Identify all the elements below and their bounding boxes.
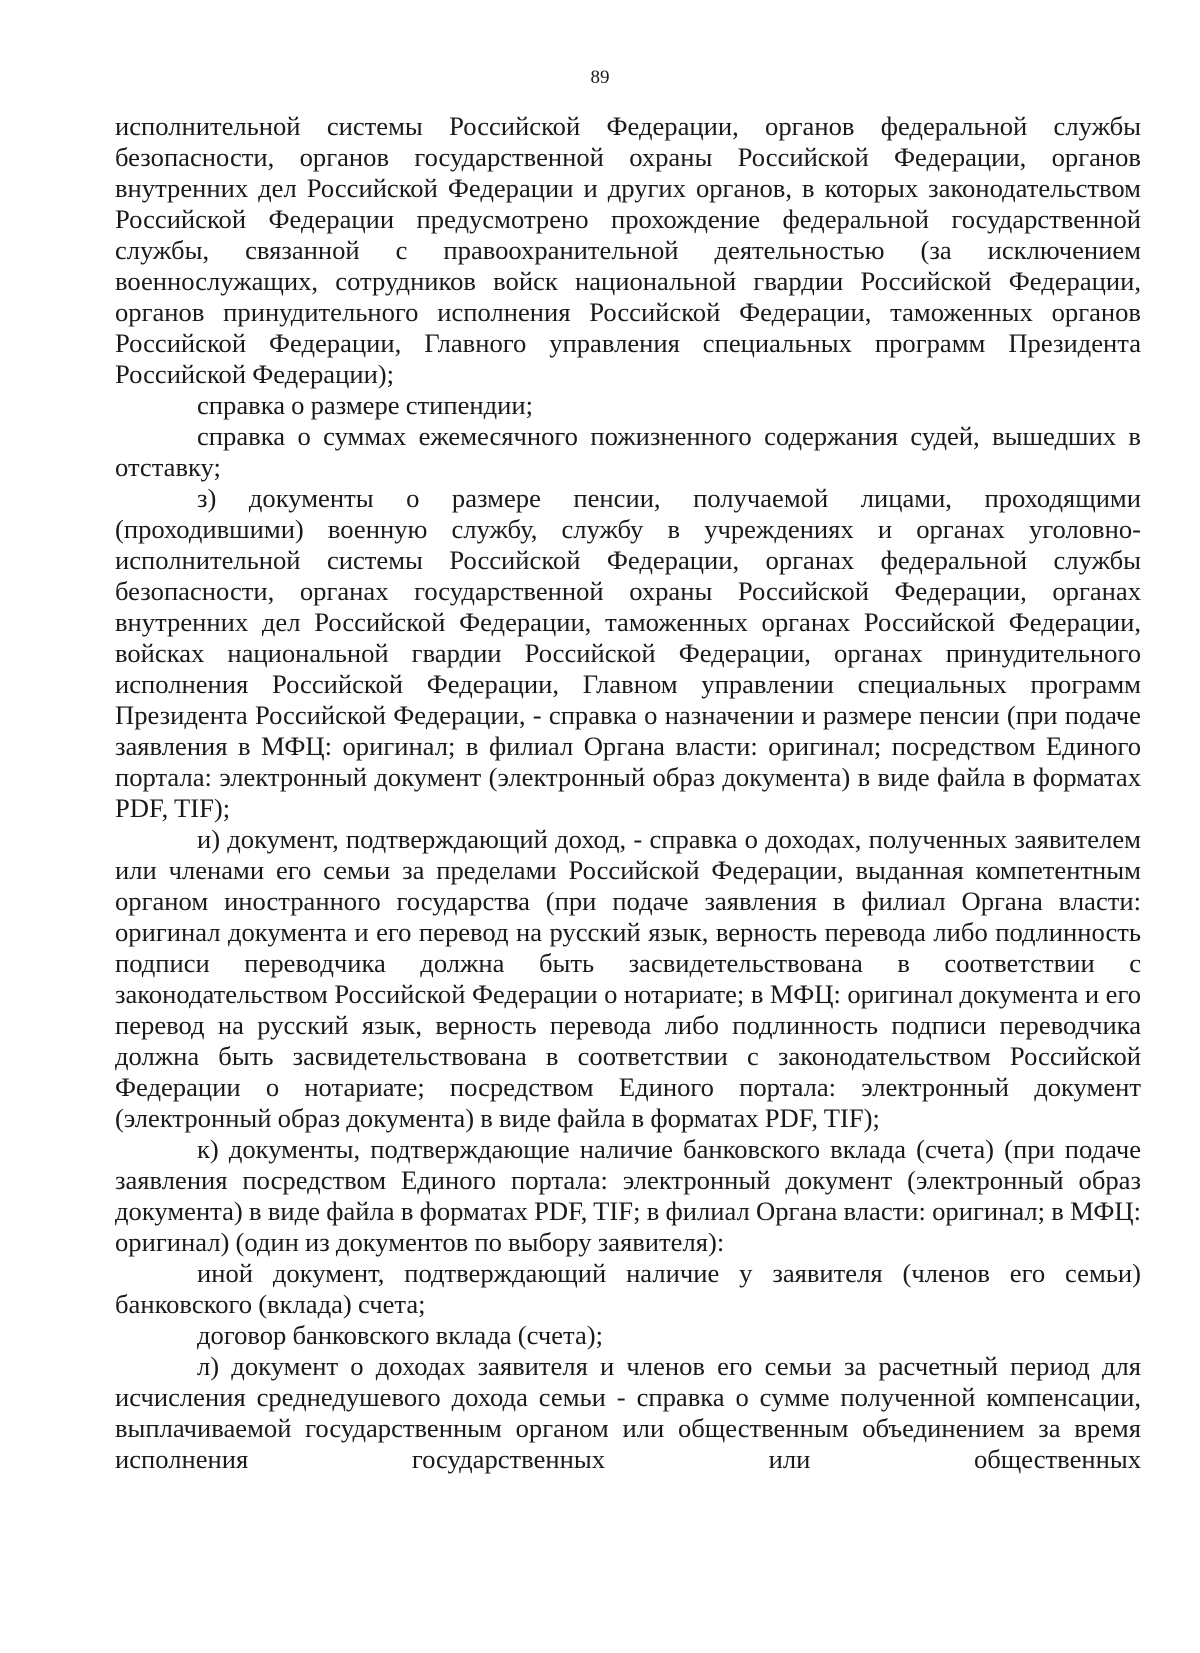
paragraph: к) документы, подтверждающие наличие банковского вклада (счета) (при подаче заявления посредством Единого портала: электронный документ (электронный образ документа) в виде файла в форматах PDF, TIF; в филиал Органа власти: оригинал; в МФЦ: оригинал) (один из документов по выбору заявителя): xyxy=(115,1134,1141,1257)
paragraph: исполнительной системы Российской Федерации, органов федеральной службы безопасности, органов государственной охраны Российской Федерации, органов внутренних дел Российской Федерации и других органов, в которых законодательством Российской Федерации предусмотрено прохождение федеральной государственной службы, связанной с правоохранительной деятельностью (за исключением военнослужащих, сотрудников войск национальной гвардии Российской Федерации, органов принудительного исполнения Российской Федерации, таможенных органов Российской Федерации, Главного управления специальных программ Президента Российской Федерации); xyxy=(115,111,1141,389)
page-number: 89 xyxy=(590,67,610,88)
paragraph: договор банковского вклада (счета); xyxy=(197,1320,604,1350)
paragraph: справка о размере стипендии; xyxy=(197,390,534,420)
paragraph: справка о суммах ежемесячного пожизненного содержания судей, вышедших в отставку; xyxy=(115,421,1141,482)
paragraph: и) документ, подтверждающий доход, - справка о доходах, полученных заявителем или членами его семьи за пределами Российской Федерации, выданная компетентным органом иностранного государства (при подаче заявления в филиал Органа власти: оригинал документа и его перевод на русский язык, верность перевода либо подлинность подписи переводчика должна быть засвидетельствована в соответствии с законодательством Российской Федерации о нотариате; в МФЦ: оригинал документа и его перевод на русский язык, верность перевода либо подлинность подписи переводчика должна быть засвидетельствована в соответствии с законодательством Российской Федерации о нотариате; посредством Единого портала: электронный документ (электронный образ документа) в виде файла в форматах PDF, TIF); xyxy=(115,824,1141,1133)
document-body xyxy=(115,111,1141,1475)
paragraph: з) документы о размере пенсии, получаемой лицами, проходящими (проходившими) военную службу, службу в учреждениях и органах уголовно-исполнительной системы Российской Федерации, органах федеральной службы безопасности, органах государственной охраны Российской Федерации, органах внутренних дел Российской Федерации, таможенных органах Российской Федерации, войсках национальной гвардии Российской Федерации, органах принудительного исполнения Российской Федерации, Главном управлении специальных программ Президента Российской Федерации, - справка о назначении и размере пенсии (при подаче заявления в МФЦ: оригинал; в филиал Органа власти: оригинал; посредством Единого портала: электронный документ (электронный образ документа) в виде файла в форматах PDF, TIF); xyxy=(115,483,1141,823)
paragraph: л) документ о доходах заявителя и членов его семьи за расчетный период для исчисления среднедушевого дохода семьи - справка о сумме полученной компенсации, выплачиваемой государственным органом или общественным объединением за время исполнения государственных или общественных xyxy=(115,1351,1141,1474)
paragraph: иной документ, подтверждающий наличие у заявителя (членов его семьи) банковского (вклада) счета; xyxy=(115,1258,1141,1319)
